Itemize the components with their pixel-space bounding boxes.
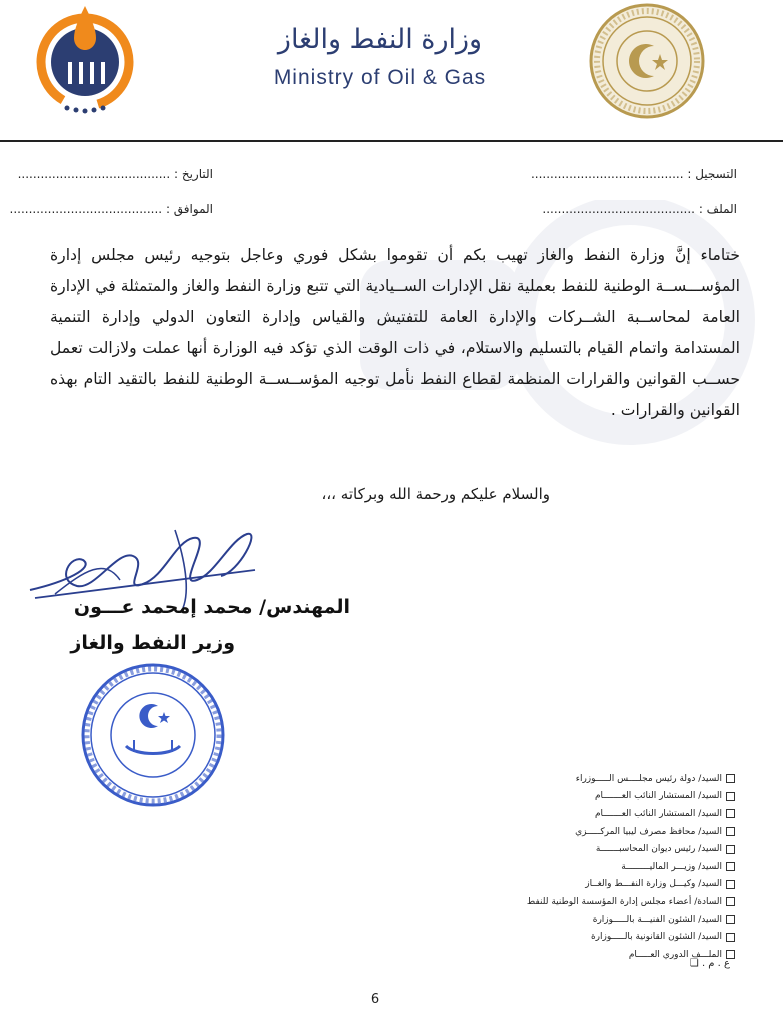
distribution-list [495, 770, 735, 964]
date-row [18, 167, 213, 181]
checkbox-icon [726, 862, 735, 871]
registration-value: ........................................ [530, 167, 684, 181]
header-divider [0, 140, 783, 142]
distribution-item [495, 770, 735, 788]
letterhead [0, 0, 783, 140]
corresponding-date-row [10, 202, 213, 216]
government-seal [588, 2, 706, 120]
ministry-name-arabic: وزارة النفط والغاز [277, 24, 483, 55]
checkbox-icon [726, 827, 735, 836]
letter-closing: والسلام عليكم ورحمة الله وبركاته ،،، [321, 485, 550, 503]
file-value: ........................................ [542, 202, 695, 216]
signer-title: وزير النفط والغاز [70, 632, 235, 654]
ministry-logo [30, 4, 140, 116]
ministry-name-english: Ministry of Oil & Gas [273, 66, 487, 89]
distribution-item-label: الملـــف الدوري العـــــام [628, 949, 722, 960]
blue-stamp-icon [78, 660, 228, 810]
checkbox-icon [726, 933, 735, 942]
checkbox-icon [726, 774, 735, 783]
corresponding-date-label: الموافق : [165, 202, 213, 216]
date-label: التاريخ : [173, 167, 213, 181]
distribution-item [495, 805, 735, 823]
distribution-item-label: السادة/ أعضاء مجلس إدارة المؤسسة الوطنية للنفط [526, 896, 722, 907]
date-value: ........................................ [17, 167, 171, 181]
file-label: الملف : [698, 202, 737, 216]
distribution-item [495, 911, 735, 929]
reference-code: ع . م . ❏ [689, 958, 730, 969]
distribution-item [495, 840, 735, 858]
distribution-item-label: السيد/ الشئون الفنيـــة بالـــــوزارة [592, 914, 722, 925]
distribution-item [495, 893, 735, 911]
distribution-item [495, 928, 735, 946]
distribution-item-label: السيد/ محافظ مصرف ليبيا المركـــــزي [575, 826, 722, 837]
distribution-item-label: السيد/ الشئون القانونية بالـــــوزارة [590, 932, 722, 943]
distribution-item-label: السيد/ دولة رئيس مجلــــس الـــــوزراء [575, 773, 722, 784]
registration-row [531, 167, 737, 181]
checkbox-icon [726, 897, 735, 906]
corresponding-date-value: ........................................ [9, 202, 163, 216]
checkbox-icon [726, 809, 735, 818]
distribution-item-label: السيد/ المستشار النائب العـــــــام [594, 808, 722, 819]
distribution-item-label: السيد/ المستشار النائب العـــــــام [594, 791, 722, 802]
registration-label: التسجيل : [687, 167, 737, 181]
checkbox-icon [726, 845, 735, 854]
distribution-item [495, 823, 735, 841]
file-row [542, 202, 737, 216]
page-number: 6 [370, 992, 380, 1007]
checkbox-icon [726, 915, 735, 924]
distribution-item [495, 876, 735, 894]
minister-stamp [78, 660, 228, 810]
distribution-item-label: السيد/ رئيس ديوان المحاسبـــــــة [595, 844, 722, 855]
oil-drop-logo-icon [30, 4, 140, 116]
distribution-item-label: السيد/ وكيـــل وزارة النفـــط والغــاز [585, 879, 722, 890]
gold-seal-icon [588, 2, 706, 120]
distribution-item-label: السيد/ وزيـــر الماليـــــــــة [621, 861, 722, 872]
signer-name: المهندس/ محمد إمحمد عـــون [73, 596, 350, 618]
checkbox-icon [726, 792, 735, 801]
distribution-item [495, 788, 735, 806]
letter-body: ختاماء إنَّ وزارة النفط والغاز تهيب بكم أن تقوموا بشكل فوري وعاجل بتوجيه رئيس مجلس إدارة المؤســـســة الوطنية للنفط بعملية نقل الإدارات الســيادية التي تتبع وزارة النفط والغاز والمتمثلة في الإدارة العامة لمحاســبة الشــركات والإدارة العامة للتفتيش والقياس وإدارة التعاون الدولي وإدارة التنمية المستدامة واتمام القيام بالتسليم والاستلام، في ذات الوقت الذي تؤكد فيه الوزارة أنها عملت ولازالت تعمل حســب القوانين والقرارات المنظمة لقطاع النفط نأمل توجيه المؤســســة الوطنية للنفط بالتقيد التام بهذه القوانين والقرارات . [50, 246, 740, 419]
checkbox-icon [726, 880, 735, 889]
distribution-item [495, 858, 735, 876]
